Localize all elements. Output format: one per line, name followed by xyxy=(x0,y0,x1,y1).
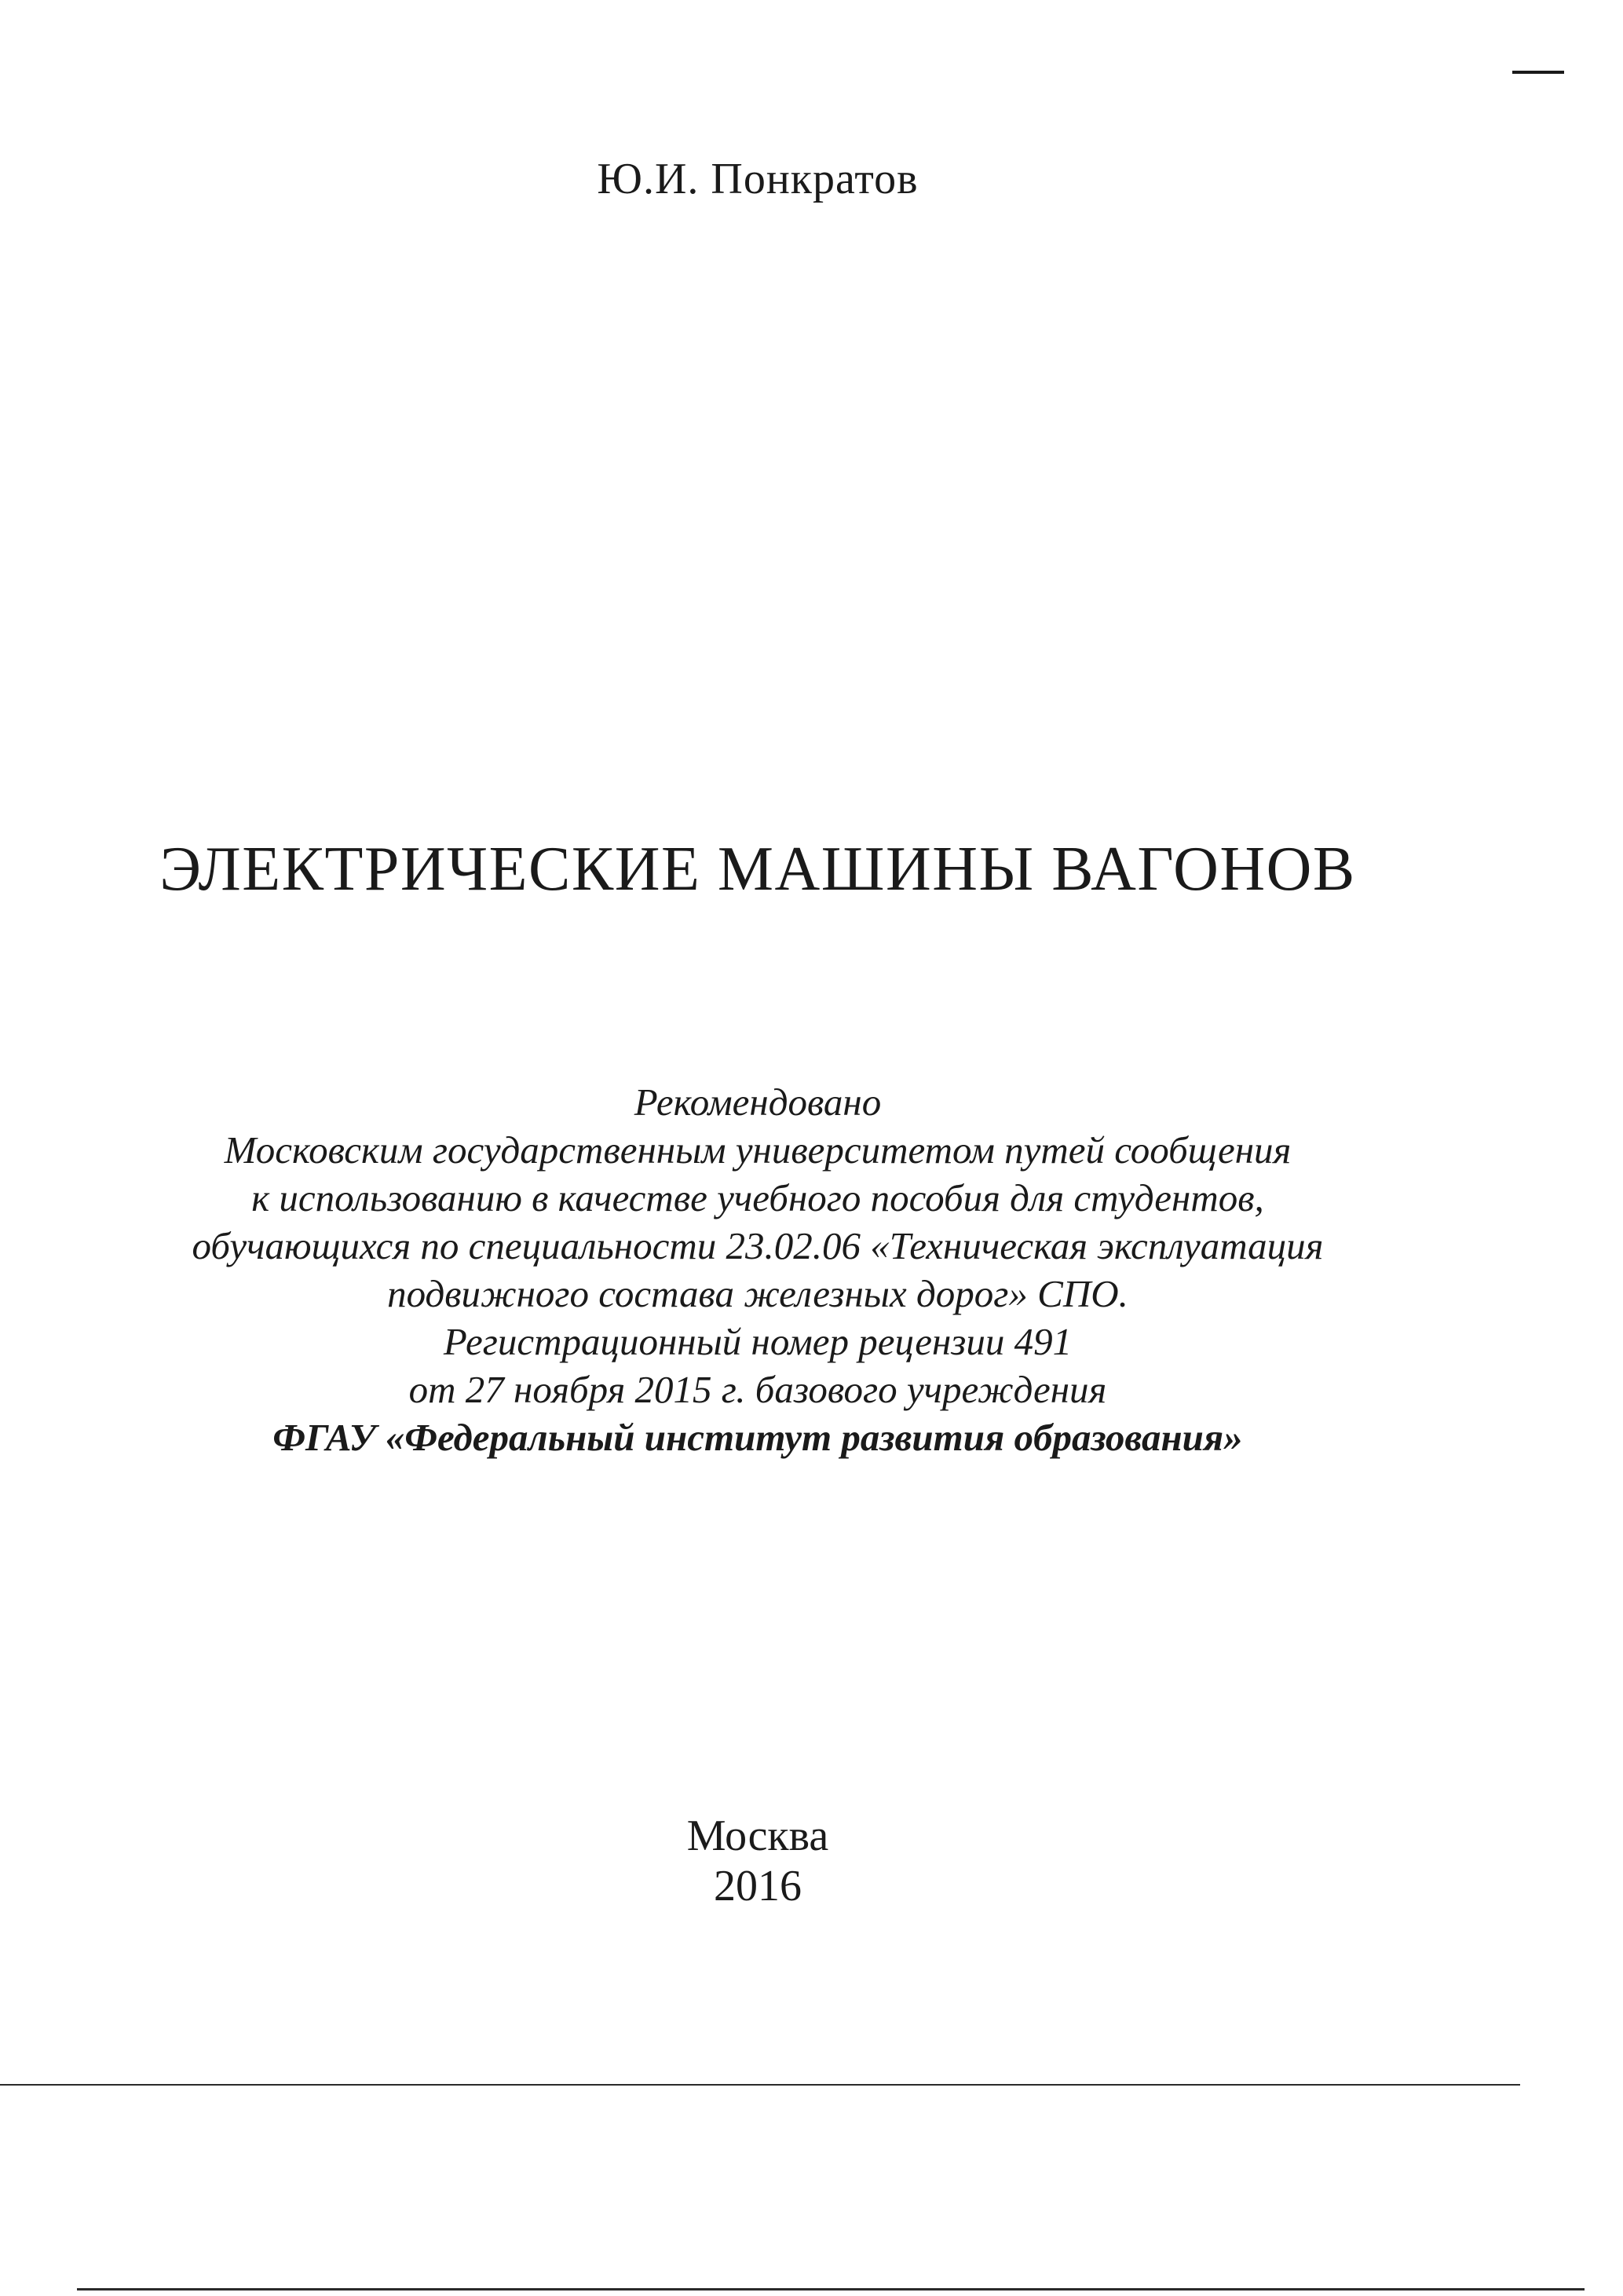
horizontal-rule xyxy=(77,2288,1585,2291)
author-name: Ю.И. Понкратов xyxy=(597,155,919,203)
imprint-year: 2016 xyxy=(714,1862,802,1910)
approval-line: к использованию в качестве учебного пособия для студентов, xyxy=(251,1176,1264,1219)
horizontal-rule xyxy=(0,2084,1520,2086)
approval-institution: ФГАУ «Федеральный институт развития образования» xyxy=(272,1416,1243,1459)
corner-mark xyxy=(1512,71,1564,74)
approval-line: Регистрационный номер рецензии 491 xyxy=(443,1320,1073,1363)
book-title: ЭЛЕКТРИЧЕСКИЕ МАШИНЫ ВАГОНОВ xyxy=(159,835,1356,904)
approval-block xyxy=(0,1078,1515,1461)
approval-line: Московским государственным университетом путей сообщения xyxy=(224,1128,1292,1172)
approval-line: от 27 ноября 2015 г. базового учреждения xyxy=(408,1368,1107,1411)
approval-line: обучающихся по специальности 23.02.06 «Техническая эксплуатация xyxy=(192,1224,1324,1267)
approval-line: подвижного состава железных дорог» СПО. xyxy=(387,1272,1128,1315)
approval-line: Рекомендовано xyxy=(634,1080,882,1124)
imprint-city: Москва xyxy=(686,1812,829,1860)
